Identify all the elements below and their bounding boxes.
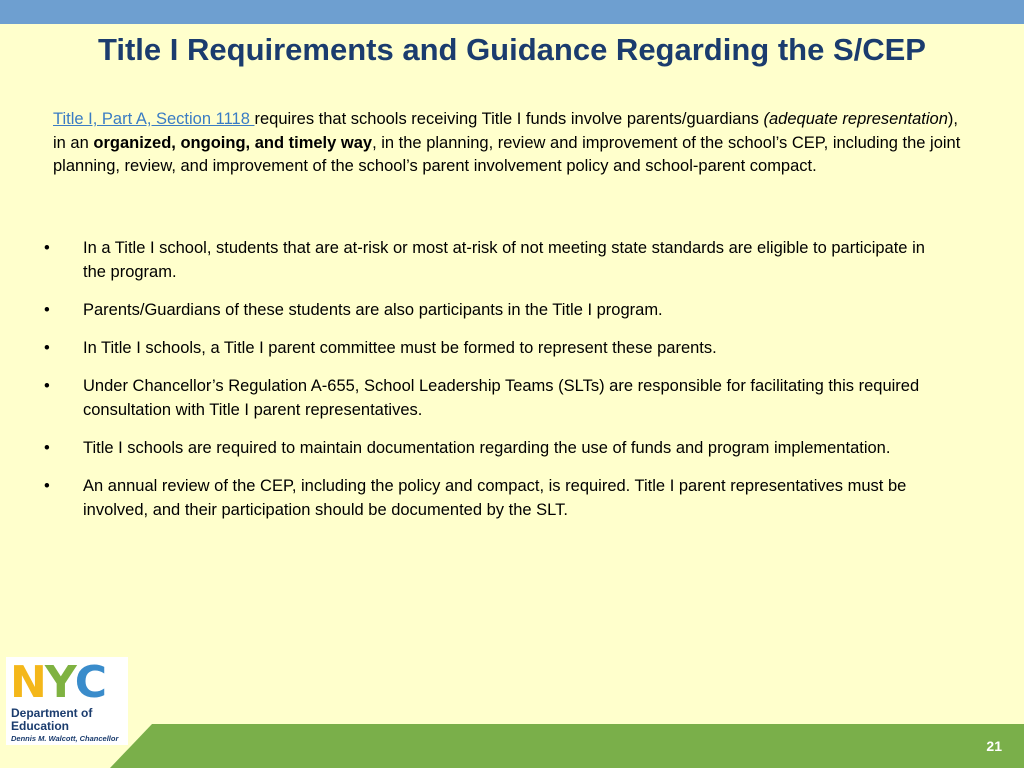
intro-paragraph (53, 108, 973, 179)
top-banner-bar (0, 0, 1024, 24)
bullet-text: Parents/Guardians of these students are also participants in the Title I program. (83, 301, 663, 319)
bullet-dot: • (44, 301, 50, 319)
slide-title: Title I Requirements and Guidance Regarding the S/CEP (98, 32, 926, 67)
bullet-item (40, 474, 930, 522)
bottom-banner-bar (0, 724, 1024, 768)
bullet-text: Under Chancellor’s Regulation A-655, School Leadership Teams (SLTs) are responsible for facilitating this required consultation with Title I parent representatives. (83, 377, 920, 419)
bullet-dot: • (44, 377, 50, 395)
logo-line-1: Department of (11, 706, 93, 720)
intro-text-3: , in the planning, review and improvement of the school’s CEP, including the joint planning, review, and improvement of the school’s parent involvement policy and school-parent compact. (53, 133, 961, 175)
bullet-item (40, 336, 930, 360)
bullet-text: An annual review of the CEP, including the policy and compact, is required. Title I parent representatives must be involved, and their participation should be documented by the SLT. (83, 477, 907, 519)
bullet-text: In a Title I school, students that are at-risk or most at-risk of not meeting state standards are eligible to participate in the program. (83, 239, 925, 281)
bullet-text: In Title I schools, a Title I parent committee must be formed to represent these parents. (83, 339, 717, 357)
bullet-dot: • (44, 339, 50, 357)
bullet-dot: • (44, 439, 50, 457)
bullet-item (40, 236, 930, 284)
logo-letter-c: C (74, 657, 105, 708)
bullet-dot: • (44, 477, 50, 495)
bullet-text: Title I schools are required to maintain documentation regarding the use of funds and program implementation. (83, 439, 891, 457)
intro-italic: (adequate representation (763, 110, 948, 128)
intro-text-1: requires that schools receiving Title I funds involve parents/guardians (254, 110, 764, 128)
bullet-item (40, 436, 930, 460)
logo-line-2: Education (11, 719, 70, 733)
intro-bold: organized, ongoing, and timely way (93, 133, 373, 152)
nyc-letters (10, 657, 105, 708)
bullet-item (40, 298, 930, 322)
page-number: 21 (986, 738, 1002, 754)
bullet-item (40, 374, 930, 422)
nyc-doe-logo (6, 657, 128, 745)
logo-letter-y: Y (44, 657, 75, 708)
section-1118-link[interactable]: Title I, Part A, Section 1118 (53, 110, 255, 128)
logo-line-3: Dennis M. Walcott, Chancellor (11, 734, 119, 743)
logo-letter-n: N (10, 657, 45, 708)
bullet-list (40, 236, 930, 536)
bullet-dot: • (44, 239, 50, 257)
intro-text-2: ), in an (53, 110, 958, 152)
